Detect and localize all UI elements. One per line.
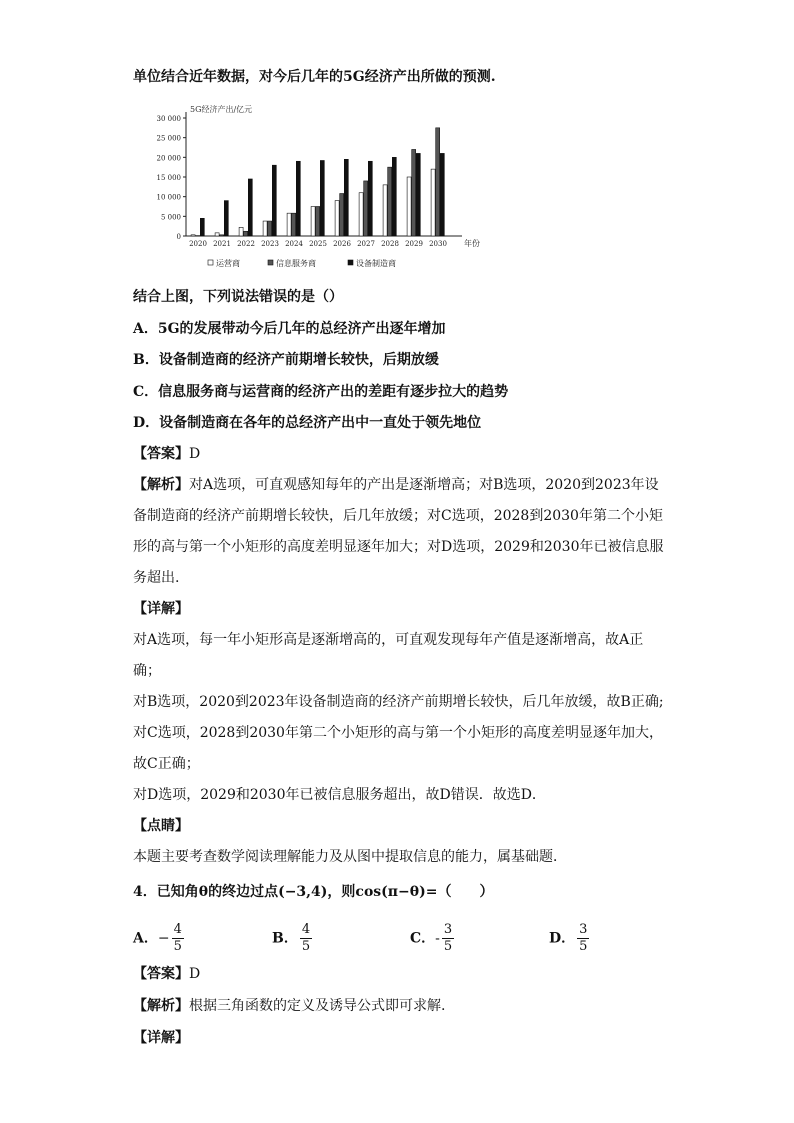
q3-detail-line-4: 对C选项，2028到2030年第二个小矩形的高与第一个小矩形的高度差明显逐年加大， [133, 725, 663, 741]
legend-swatch-2 [348, 260, 353, 265]
bar-1 [316, 207, 320, 237]
q3-analysis-line-3: 形的高与第一个小矩形的高度差明显逐年加大；对D选项，2029和2030年已被信息服 [133, 539, 664, 555]
bar-1 [268, 221, 272, 236]
bar-2 [320, 160, 324, 236]
bar-0 [311, 207, 315, 237]
y-tick-label: 30 000 [156, 115, 181, 123]
y-tick-label: 10 000 [156, 193, 181, 202]
x-tick-label: 2026 [333, 240, 351, 248]
q4-analysis: 【解析】根据三角函数的定义及诱导公式即可求解. [133, 998, 446, 1014]
bar-0 [431, 169, 435, 236]
q3-detail-line-2: 确； [133, 663, 161, 679]
q4-stem: 4．已知角θ的终边过点(−3,4)，则cos(π−θ)=（ ） [133, 884, 494, 900]
q4-option-c: C．- $\frac{3}{5}$ [410, 922, 453, 954]
bar-2 [272, 165, 276, 236]
legend-swatch-0 [208, 260, 213, 265]
y-tick-label: 0 [176, 233, 181, 241]
bar-2 [368, 161, 372, 236]
x-tick-label: 2022 [237, 240, 255, 248]
bar-0 [215, 233, 219, 236]
legend-label-0: 运营商 [216, 259, 240, 268]
bar-1 [412, 149, 416, 236]
q4-option-b: B． $\frac{4}{5}$ [272, 922, 311, 954]
q3-detail-line-1: 对A选项，每一年小矩形高是逐渐增高的，可直观发现每年产值是逐渐增高，故A正 [133, 632, 644, 648]
q3-detail-line-3: 对B选项，2020到2023年设备制造商的经济产前期增长较快，后几年放缓，故B正确; [133, 694, 664, 710]
legend-swatch-1 [268, 260, 273, 265]
bar-2 [440, 153, 444, 236]
analysis-tag: 【解析】 [133, 477, 189, 493]
y-tick-label: 20 000 [156, 154, 181, 163]
bar-0 [383, 185, 387, 236]
x-tick-label: 2030 [429, 240, 447, 248]
q3-analysis-line-1: 【解析】对A选项，可直观感知每年的产出是逐渐增高；对B选项，2020到2023年设 [133, 477, 659, 493]
q3-detail-line-6: 对D选项，2029和2030年已被信息服务超出，故D错误．故选D． [133, 787, 546, 803]
q4-answer: 【答案】D [133, 966, 201, 982]
x-tick-label: 2025 [309, 240, 327, 248]
bar-0 [263, 221, 267, 236]
x-tick-label: 2023 [261, 240, 279, 248]
bar-1 [388, 167, 392, 236]
answer-tag: 【答案】 [133, 446, 189, 462]
bar-1 [244, 231, 248, 236]
x-tick-label: 2024 [285, 240, 303, 248]
q3-option-d: D．设备制造商在各年的总经济产出中一直处于领先地位 [133, 415, 482, 431]
bar-0 [191, 235, 195, 236]
bar-0 [359, 193, 363, 236]
x-tick-label: 2029 [405, 240, 423, 248]
y-tick-label: 15 000 [156, 174, 181, 182]
q3-option-c: C．信息服务商与运营商的经济产出的差距有逐步拉大的趋势 [133, 384, 509, 400]
bar-1 [196, 236, 200, 237]
q3-analysis-line-2: 备制造商的经济产前期增长较快，后几年放缓；对C选项，2028到2030年第二个小矩 [133, 508, 663, 524]
legend-label-1: 信息服务商 [276, 259, 316, 268]
bar-2 [224, 201, 228, 236]
y-tick-label: 25 000 [156, 134, 181, 143]
q4-option-a: A．− $\frac{4}{5}$ [133, 922, 182, 954]
q3-option-b: B．设备制造商的经济产前期增长较快，后期放缓 [133, 352, 439, 368]
bar-2 [248, 179, 252, 236]
x-tick-label: 2020 [189, 240, 207, 248]
economic-output-chart [150, 100, 480, 270]
q4-detail-tag: 【详解】 [133, 1030, 189, 1046]
bar-1 [364, 181, 368, 236]
x-tick-label: 2021 [213, 240, 231, 248]
bar-2 [344, 159, 348, 236]
bar-1 [292, 213, 296, 236]
q3-answer [133, 443, 200, 463]
q3-detail-tag: 【详解】 [133, 601, 189, 617]
x-tick-label: 2027 [357, 240, 375, 248]
bar-0 [335, 201, 339, 236]
x-axis-label: 年份 [464, 239, 480, 248]
q3-stem: 结合上图，下列说法错误的是（） [133, 289, 343, 305]
bar-1 [340, 194, 344, 236]
bar-2 [416, 153, 420, 236]
bar-2 [200, 218, 204, 236]
y-tick-label: 5 000 [160, 213, 181, 222]
q3-comment: 本题主要考查数学阅读理解能力及从图中提取信息的能力，属基础题． [133, 849, 567, 865]
intro-text: 单位结合近年数据，对今后几年的5G经济产出所做的预测. [133, 69, 496, 85]
legend-label-2: 设备制造商 [356, 259, 396, 268]
q4-option-d: D． $\frac{3}{5}$ [549, 922, 588, 954]
bar-0 [287, 213, 291, 236]
bar-2 [392, 157, 396, 236]
bar-1 [220, 235, 224, 236]
bar-0 [239, 227, 243, 236]
x-tick-label: 2028 [381, 240, 399, 248]
bar-0 [407, 177, 411, 236]
bar-2 [296, 161, 300, 236]
q3-option-a: A．5G的发展带动今后几年的总经济产出逐年增加 [133, 321, 446, 337]
answer-value: D [189, 446, 201, 462]
chart-title: 5G经济产出/亿元 [190, 105, 253, 114]
q3-detail-line-5: 故C正确； [133, 756, 200, 772]
q3-analysis-line-4: 务超出. [133, 570, 180, 586]
bar-1 [436, 128, 440, 236]
q3-comment-tag: 【点睛】 [133, 818, 189, 834]
